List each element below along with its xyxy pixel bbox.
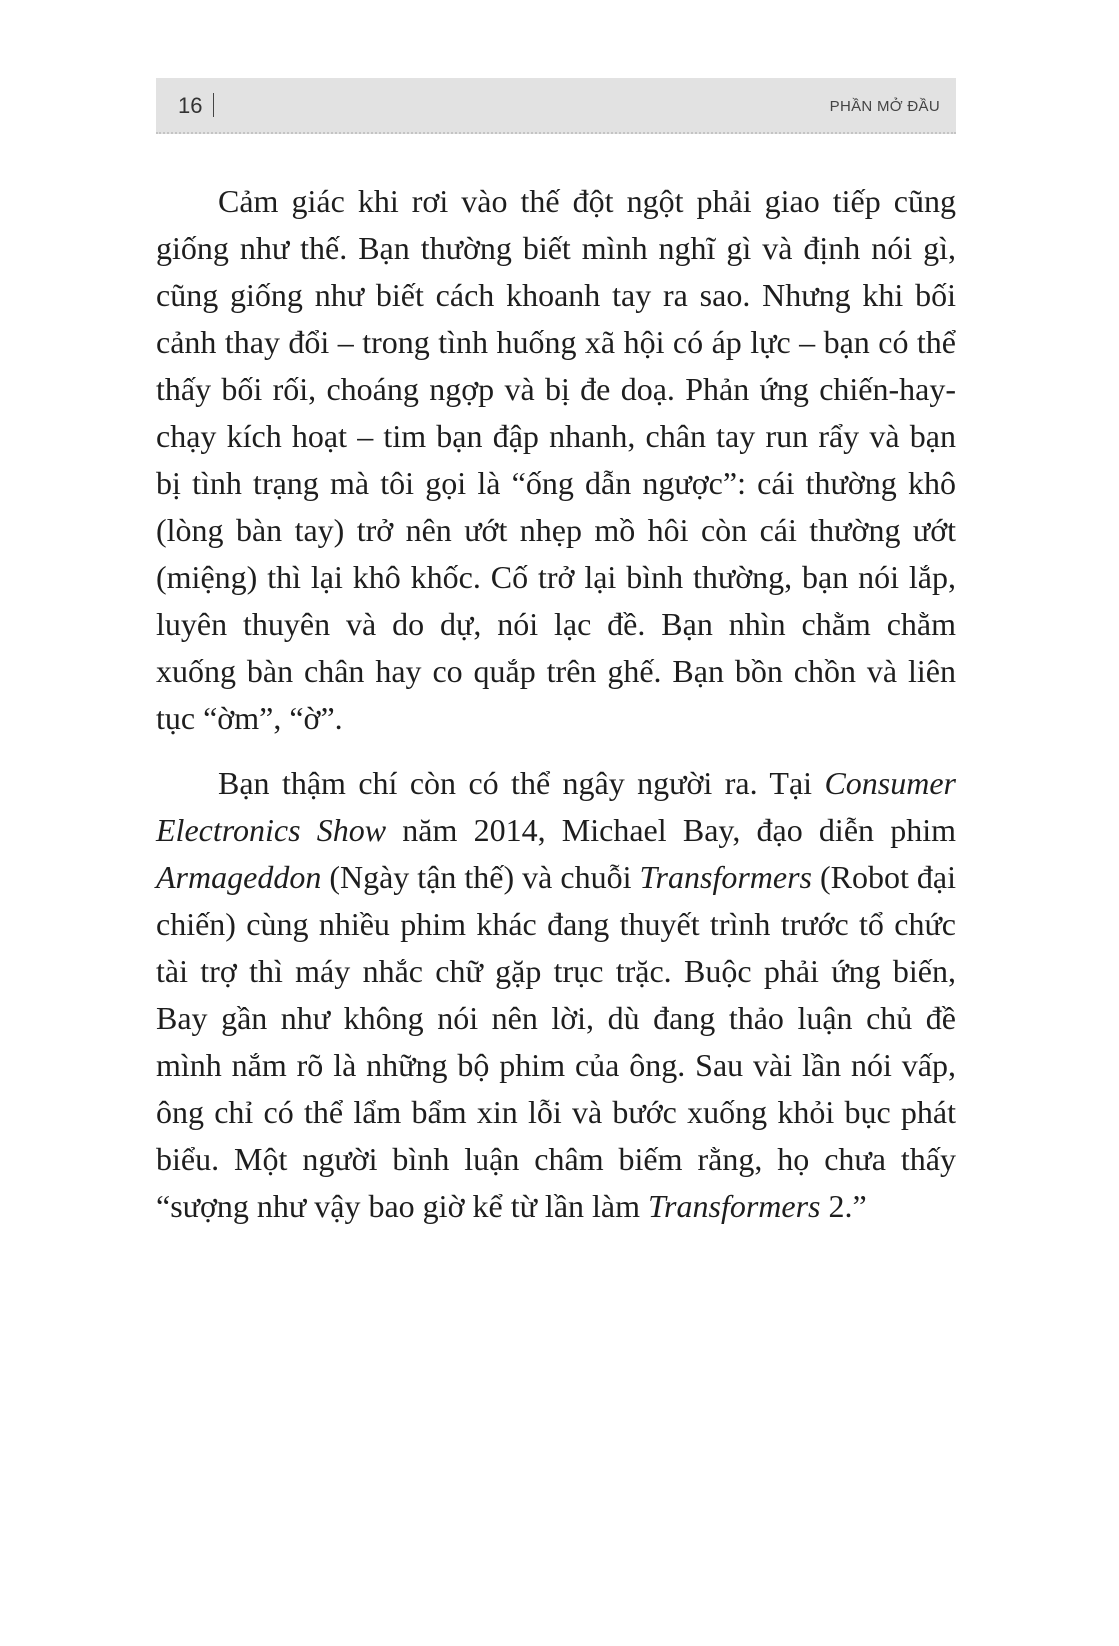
text-segment: (Ngày tận thế) và chuỗi [321,859,640,895]
body-text [156,178,956,1248]
paragraph [156,178,956,742]
text-segment: Bạn thậm chí còn có thể ngây người ra. Tại [218,765,825,801]
text-segment: Cảm giác khi rơi vào thế đột ngột phải giao tiếp cũng giống như thế. Bạn thường biết mình nghĩ gì và định nói gì, cũng giống như biết cách khoanh tay ra sao. Nhưng khi bối cảnh thay đổi – trong tình huống xã hội có áp lực – bạn có thể thấy bối rối, choáng ngợp và bị đe doạ. Phản ứng chiến-hay-chạy kích hoạt – tim bạn đập nhanh, chân tay run rẩy và bạn bị tình trạng mà tôi gọi là “ống dẫn ngược”: cái thường khô (lòng bàn tay) trở nên ướt nhẹp mồ hôi còn cái thường ướt (miệng) thì lại khô khốc. Cố trở lại bình thường, bạn nói lắp, luyên thuyên và do dự, nói lạc đề. Bạn nhìn chằm chằm xuống bàn chân hay co quắp trên ghế. Bạn bồn chồn và liên tục “ờm”, “ờ”. [156,183,956,736]
section-title: PHẦN MỞ ĐẦU [829,98,940,115]
italic-title-segment: Transformers [639,859,812,895]
text-segment: năm 2014, Michael Bay, đạo diễn phim [386,812,956,848]
page-number: 16 [178,93,203,118]
text-segment: (Robot đại chiến) cùng nhiều phim khác đang thuyết trình trước tổ chức tài trợ thì máy nhắc chữ gặp trục trặc. Buộc phải ứng biến, Bay gần như không nói nên lời, dù đang thảo luận chủ đề mình nắm rõ là những bộ phim của ông. Sau vài lần nói vấp, ông chỉ có thể lẩm bẩm xin lỗi và bước xuống khỏi bục phát biểu. Một người bình luận châm biếm rằng, họ chưa thấy “sượng như vậy bao giờ kể từ lần làm [156,859,957,1224]
running-header [156,78,956,134]
paragraph [156,760,956,1230]
italic-title-segment: Armageddon [156,859,322,895]
italic-title-segment: Transformers [648,1188,821,1224]
header-divider [213,93,214,117]
italic-title-segment: Consumer Electronics Show [156,765,956,848]
text-segment: 2.” [820,1188,867,1224]
